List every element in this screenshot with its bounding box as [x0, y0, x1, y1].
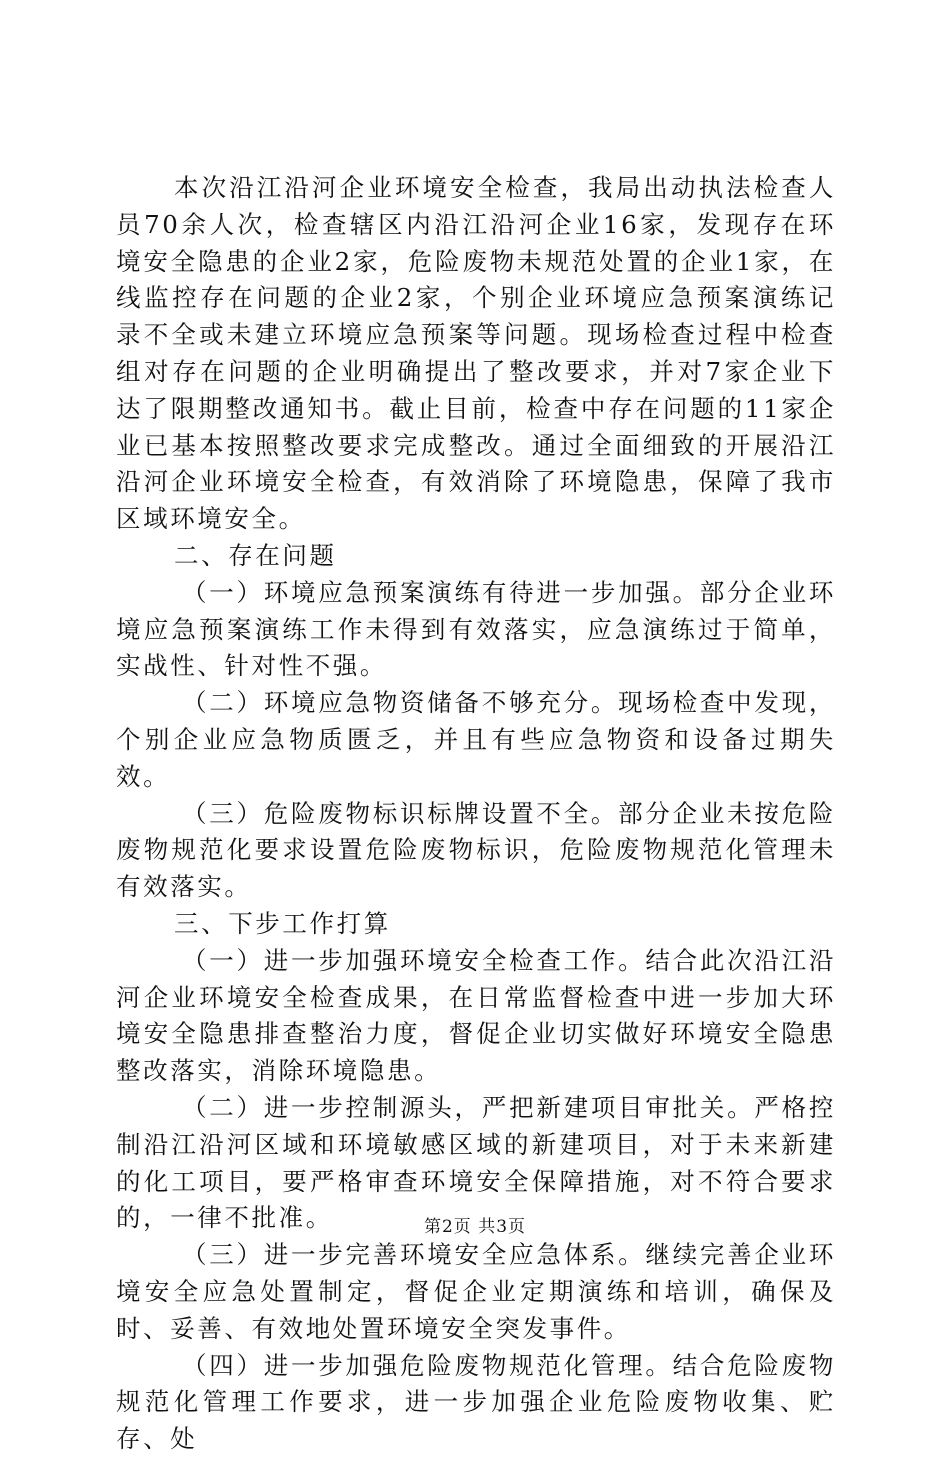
problem-item-3: （三）危险废物标识标牌设置不全。部分企业未按危险废物规范化要求设置危险废物标识，危险废物规范化管理未有效落实。 [116, 798, 836, 902]
section-heading-problems: 二、存在问题 [174, 540, 337, 570]
plan-item-2: （二）进一步控制源头，严把新建项目审批关。严格控制沿江沿河区域和环境敏感区域的新建项目，对于未来新建的化工项目，要严格审查环境安全保障措施，对不符合要求的，一律不批准。 [116, 1092, 836, 1233]
section-heading-next-steps: 三、下步工作打算 [174, 908, 391, 938]
page-number-footer: 第2页 共3页 [423, 1217, 527, 1237]
problem-item-2: （二）环境应急物资储备不够充分。现场检查中发现，个别企业应急物质匮乏，并且有些应急物资和设备过期失效。 [116, 688, 836, 791]
plan-item-1: （一）进一步加强环境安全检查工作。结合此次沿江沿河企业环境安全检查成果，在日常监督检查中进一步加大环境安全隐患排查整治力度，督促企业切实做好环境安全隐患整改落实，消除环境隐患。 [116, 945, 836, 1086]
plan-item-4: （四）进一步加强危险废物规范化管理。结合危险废物规范化管理工作要求，进一步加强企业危险废物收集、贮存、处 [116, 1350, 836, 1454]
problem-item-1: （一）环境应急预案演练有待进一步加强。部分企业环境应急预案演练工作未得到有效落实，应急演练过于简单，实战性、针对性不强。 [116, 577, 836, 681]
plan-item-3: （三）进一步完善环境安全应急体系。继续完善企业环境安全应急处置制定，督促企业定期演练和培训，确保及时、妥善、有效地处置环境安全突发事件。 [116, 1240, 836, 1343]
intro-paragraph: 本次沿江沿河企业环境安全检查，我局出动执法检查人员70余人次，检查辖区内沿江沿河企业16家，发现存在环境安全隐患的企业2家，危险废物未规范处置的企业1家，在线监控存在问题的企业2家，个别企业环境应急预案演练记录不全或未建立环境应急预案等问题。现场检查过程中检查组对存在问题的企业明确提出了整改要求，并对7家企业下达了限期整改通知书。截止目前，检查中存在问题的11家企业已基本按照整改要求完成整改。通过全面细致的开展沿江沿河企业环境安全检查，有效消除了环境隐患，保障了我市区域环境安全。 [116, 173, 836, 534]
document-body [116, 170, 836, 1458]
